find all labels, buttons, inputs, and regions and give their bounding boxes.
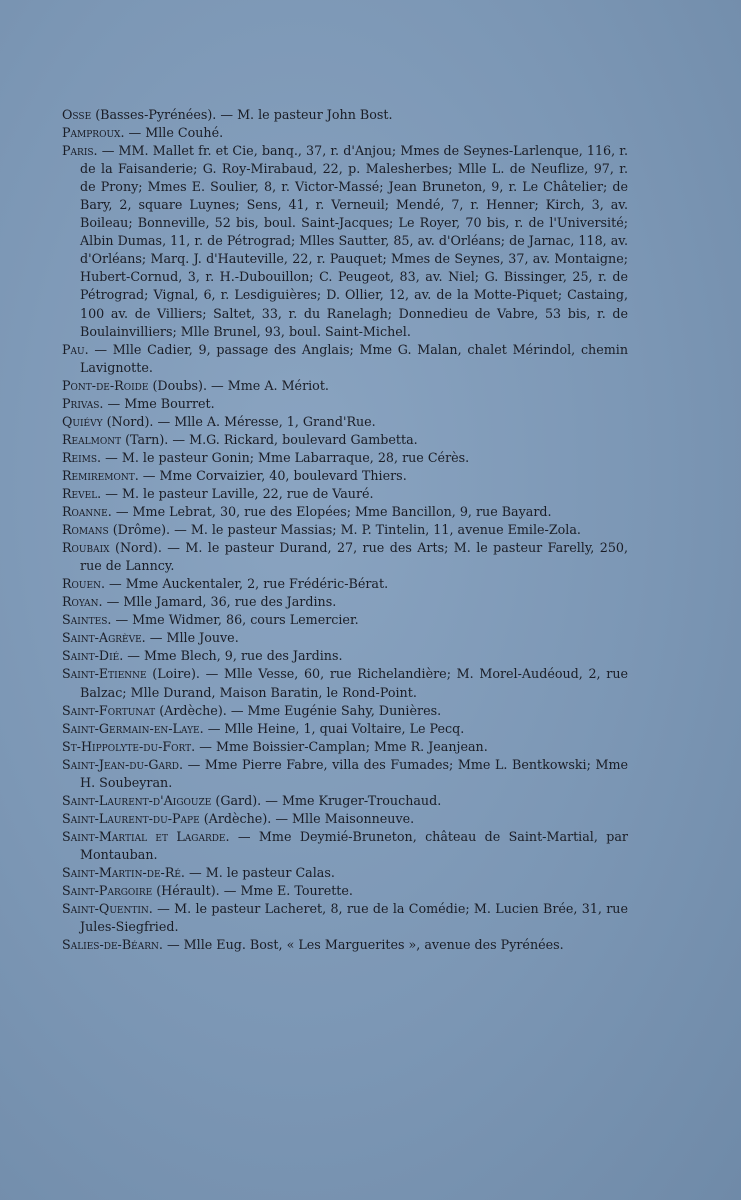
list-item xyxy=(62,341,628,377)
place-name: Saint-Laurent-du-Pape xyxy=(62,810,200,826)
entry-text: — Mme Bourret. xyxy=(103,395,215,411)
entry-text: (Basses-Pyrénées). — M. le pasteur John Bost. xyxy=(91,107,393,122)
entry-text: — Mme Blech, 9, rue des Jardins. xyxy=(123,648,343,664)
place-name: Saint-Martial et Lagarde. xyxy=(62,828,230,844)
place-name: Saint-Fortunat xyxy=(62,702,156,718)
place-name: Saint-Etienne xyxy=(62,666,147,682)
entry-text: — Mlle Heine, 1, quai Voltaire, Le Pecq. xyxy=(203,720,465,736)
place-name: Saintes. xyxy=(62,612,112,628)
entry-text: — Mme Boissier-Camplan; Mme R. Jeanjean. xyxy=(195,738,488,754)
place-name: Realmont xyxy=(62,431,122,447)
entry-text: — Mlle Jouve. xyxy=(145,630,239,646)
entry-text: — Mme Corvaizier, 40, boulevard Thiers. xyxy=(138,467,407,483)
place-name: Saint-Germain-en-Laye. xyxy=(62,720,204,736)
list-item xyxy=(62,467,628,485)
entry-text: (Drôme). — M. le pasteur Massias; M. P. Tintelin, 11, avenue Emile-Zola. xyxy=(108,522,581,538)
list-item xyxy=(62,792,628,810)
entry-text: — Mme Lebrat, 30, rue des Elopées; Mme Bancillon, 9, rue Bayard. xyxy=(111,504,552,520)
entry-text: — Mlle Jamard, 36, rue des Jardins. xyxy=(102,594,337,610)
entry-text: (Hérault). — Mme E. Tourette. xyxy=(152,883,353,899)
entry-text: — MM. Mallet fr. et Cie, banq., 37, r. d'Anjou; Mmes de Seynes-Larlenque, 116, r. de la Faisanderie; G. Roy-Mirabaud, 22, p. Malesherbes; Mlle L. de Neuflize, 97, r. de Prony; Mmes E. Soulier, 8, r. Victor-Massé; Jean Bruneton, 9, r. Le Châtelier; de Bary, 2, square Luynes; Sens, 41, r. Verneuil; Mendé, 7, r. Henner; Kirch, 3, av. Boileau; Bonneville, 52 bis, boul. Saint-Jacques; Le Royer, 70 bis, r. de l'Université; Albin Dumas, 11, r. de Pétrograd; Mlles Sautter, 85, av. d'Orléans; de Jarnac, 118, av. d'Orléans; Marq. J. d'Hauteville, 22, r. Pauquet; Mmes de Seynes, 37, av. Montaigne; Hubert-Cornud, 3, r. H.-Dubouillon; C. Peugeot, 83, av. Niel; G. Bissinger, 25, r. de Pétrograd; Vignal, 6, r. Lesdiguières; D. Ollier, 12, av. de la Motte-Piquet; Castaing, 100 av. de Villiers; Saltet, 33, r. du Ranelagh; Donnedieu de Vabre, 53 bis, r. de Boulainvilliers; Mlle Brunel, 93, boul. Saint-Michel. xyxy=(80,143,628,339)
list-item xyxy=(62,124,628,142)
list-item xyxy=(62,738,628,756)
list-item xyxy=(62,449,628,467)
list-item xyxy=(62,142,628,341)
entry-text: (Ardèche). — Mme Eugénie Sahy, Dunières. xyxy=(155,702,442,718)
place-name: St-Hippolyte-du-Fort. xyxy=(62,738,196,754)
entry-text: — M. le pasteur Gonin; Mme Labarraque, 28, rue Cérès. xyxy=(101,449,470,465)
list-item xyxy=(62,882,628,900)
place-name: Remiremont. xyxy=(62,467,139,483)
place-name: Rouen. xyxy=(62,576,105,592)
entry-text: (Tarn). — M.G. Rickard, boulevard Gambetta. xyxy=(121,431,418,447)
list-item xyxy=(62,756,628,792)
entry-text: — Mlle Cadier, 9, passage des Anglais; Mme G. Malan, chalet Mérindol, chemin Lavignotte. xyxy=(80,341,628,375)
list-item xyxy=(62,810,628,828)
list-item xyxy=(62,900,628,936)
list-item xyxy=(62,575,628,593)
list-item xyxy=(62,936,628,954)
list-item xyxy=(62,539,628,575)
place-name: Paris. xyxy=(62,143,98,159)
entry-text: (Ardèche). — Mlle Maisonneuve. xyxy=(199,810,415,826)
place-name: Saint-Pargoire xyxy=(62,883,153,899)
entry-text: — M. le pasteur Calas. xyxy=(184,864,335,880)
place-name: Saint-Laurent-d'Aigouze xyxy=(62,792,212,808)
place-name: Saint-Agrève. xyxy=(62,630,146,646)
list-item xyxy=(62,413,628,431)
place-name: Revel. xyxy=(62,485,102,501)
list-item xyxy=(62,521,628,539)
entry-text: (Doubs). — Mme A. Mériot. xyxy=(148,377,329,393)
place-name: Pont-de-Roide xyxy=(62,377,149,393)
list-item xyxy=(62,395,628,413)
place-name: Saint-Jean-du-Gard. xyxy=(62,756,183,772)
place-name: Roanne. xyxy=(62,504,112,520)
place-name: Royan. xyxy=(62,594,103,610)
entry-text: — M. le pasteur Laville, 22, rue de Vauré. xyxy=(101,485,374,501)
list-item xyxy=(62,665,628,701)
list-item xyxy=(62,485,628,503)
entry-text: — Mlle Eug. Bost, « Les Marguerites », avenue des Pyrénées. xyxy=(162,937,564,953)
place-name: Salies-de-Béarn. xyxy=(62,937,163,953)
list-item xyxy=(62,647,628,665)
place-name: Roubaix xyxy=(62,540,110,556)
entry-text: — Mme Widmer, 86, cours Lemercier. xyxy=(111,612,359,628)
entry-text: (Nord). — M. le pasteur Durand, 27, rue des Arts; M. le pasteur Farelly, 250, rue de Lanncy. xyxy=(80,540,628,574)
place-name: Saint-Quentin. xyxy=(62,901,153,917)
entry-text: (Nord). — Mlle A. Méresse, 1, Grand'Rue. xyxy=(102,413,376,429)
place-name: Pau. xyxy=(62,341,89,357)
place-name: Privas. xyxy=(62,395,104,411)
place-name: Quiévy xyxy=(62,413,103,429)
entry-text: — M. le pasteur Lacheret, 8, rue de la Comédie; M. Lucien Brée, 31, rue Jules-Siegfried. xyxy=(80,901,628,935)
place-name: Osse xyxy=(62,107,92,122)
place-name: Saint-Dié. xyxy=(62,648,124,664)
place-name: Saint-Martin-de-Ré. xyxy=(62,864,185,880)
list-item xyxy=(62,629,628,647)
entry-text: — Mme Pierre Fabre, villa des Fumades; Mme L. Bentkowski; Mme H. Soubeyran. xyxy=(80,756,628,790)
entry-text: (Gard). — Mme Kruger-Trouchaud. xyxy=(211,792,442,808)
list-item xyxy=(62,106,628,124)
place-name: Romans xyxy=(62,522,109,538)
entry-text: — Mme Auckentaler, 2, rue Frédéric-Bérat. xyxy=(105,576,389,592)
address-list xyxy=(62,106,628,954)
list-item xyxy=(62,593,628,611)
list-item xyxy=(62,864,628,882)
entry-text: — Mlle Couhé. xyxy=(124,125,224,141)
entry-text: — Mme Deymié-Bruneton, château de Saint-Martial, par Montauban. xyxy=(80,828,628,862)
list-item xyxy=(62,720,628,738)
list-item xyxy=(62,611,628,629)
list-item xyxy=(62,431,628,449)
list-item xyxy=(62,828,628,864)
place-name: Reims. xyxy=(62,449,102,465)
place-name: Pamproux. xyxy=(62,125,125,141)
entry-text: (Loire). — Mlle Vesse, 60, rue Richelandière; M. Morel-Audéoud, 2, rue Balzac; Mlle Durand, Maison Baratin, le Rond-Point. xyxy=(80,666,628,700)
list-item xyxy=(62,377,628,395)
list-item xyxy=(62,503,628,521)
list-item xyxy=(62,702,628,720)
